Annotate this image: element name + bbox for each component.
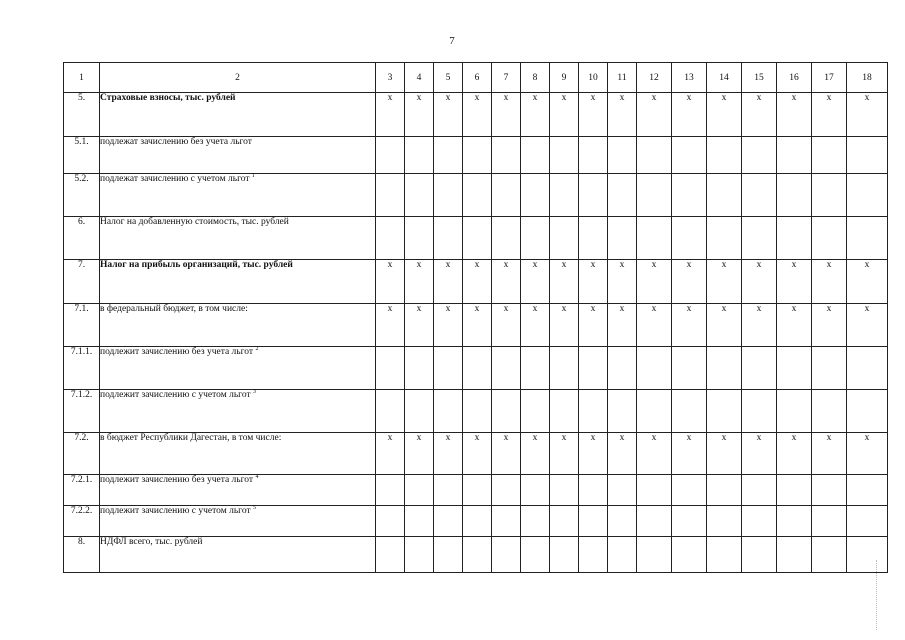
empty-cell bbox=[812, 506, 847, 537]
row-label bbox=[100, 174, 376, 217]
empty-cell bbox=[608, 137, 637, 174]
empty-cell bbox=[637, 137, 672, 174]
row-label-text: подлежит зачислению без учета льгот bbox=[100, 475, 254, 485]
empty-cell bbox=[405, 475, 434, 506]
empty-cell bbox=[672, 347, 707, 390]
empty-cell bbox=[550, 506, 579, 537]
empty-cell bbox=[672, 506, 707, 537]
x-mark-cell: x bbox=[550, 433, 579, 475]
empty-cell bbox=[707, 475, 742, 506]
table-row bbox=[64, 347, 888, 390]
row-label-text: подлежат зачислению без учета льгот bbox=[100, 137, 252, 147]
empty-cell bbox=[777, 174, 812, 217]
empty-cell bbox=[463, 137, 492, 174]
empty-cell bbox=[434, 217, 463, 260]
column-header: 2 bbox=[100, 63, 376, 93]
row-label-text: Страховые взносы, тыс. рублей bbox=[100, 93, 236, 103]
column-header: 5 bbox=[434, 63, 463, 93]
row-label-text: Налог на прибыль организаций, тыс. рублей bbox=[100, 260, 293, 270]
x-mark-cell: x bbox=[707, 304, 742, 347]
row-number: 5.1. bbox=[64, 137, 100, 174]
empty-cell bbox=[742, 174, 777, 217]
empty-cell bbox=[376, 390, 405, 433]
row-label bbox=[100, 137, 376, 174]
empty-cell bbox=[847, 217, 888, 260]
empty-cell bbox=[672, 390, 707, 433]
empty-cell bbox=[405, 217, 434, 260]
x-mark-cell: x bbox=[672, 433, 707, 475]
x-mark-cell: x bbox=[707, 433, 742, 475]
x-mark-cell: x bbox=[463, 93, 492, 137]
empty-cell bbox=[463, 390, 492, 433]
empty-cell bbox=[492, 347, 521, 390]
empty-cell bbox=[550, 390, 579, 433]
x-mark-cell: x bbox=[550, 260, 579, 304]
column-header: 8 bbox=[521, 63, 550, 93]
empty-cell bbox=[550, 174, 579, 217]
x-mark-cell: x bbox=[405, 304, 434, 347]
empty-cell bbox=[492, 475, 521, 506]
form-table bbox=[63, 62, 888, 573]
empty-cell bbox=[742, 137, 777, 174]
empty-cell bbox=[637, 390, 672, 433]
x-mark-cell: x bbox=[742, 433, 777, 475]
empty-cell bbox=[434, 390, 463, 433]
empty-cell bbox=[672, 174, 707, 217]
table-row bbox=[64, 217, 888, 260]
x-mark-cell: x bbox=[608, 93, 637, 137]
header-row bbox=[64, 63, 888, 93]
row-number: 7.1.2. bbox=[64, 390, 100, 433]
empty-cell bbox=[707, 347, 742, 390]
row-label bbox=[100, 433, 376, 475]
empty-cell bbox=[707, 506, 742, 537]
x-mark-cell: x bbox=[405, 433, 434, 475]
empty-cell bbox=[812, 537, 847, 573]
empty-cell bbox=[492, 390, 521, 433]
empty-cell bbox=[405, 137, 434, 174]
empty-cell bbox=[777, 475, 812, 506]
empty-cell bbox=[608, 390, 637, 433]
empty-cell bbox=[550, 537, 579, 573]
x-mark-cell: x bbox=[847, 304, 888, 347]
empty-cell bbox=[608, 537, 637, 573]
empty-cell bbox=[812, 390, 847, 433]
empty-cell bbox=[550, 137, 579, 174]
empty-cell bbox=[847, 347, 888, 390]
row-number: 5.2. bbox=[64, 174, 100, 217]
x-mark-cell: x bbox=[521, 433, 550, 475]
empty-cell bbox=[463, 174, 492, 217]
x-mark-cell: x bbox=[637, 304, 672, 347]
x-mark-cell: x bbox=[847, 93, 888, 137]
empty-cell bbox=[579, 174, 608, 217]
x-mark-cell: x bbox=[777, 93, 812, 137]
empty-cell bbox=[777, 537, 812, 573]
empty-cell bbox=[376, 217, 405, 260]
empty-cell bbox=[521, 506, 550, 537]
row-label-text: подлежат зачислению с учетом льгот bbox=[100, 174, 250, 184]
x-mark-cell: x bbox=[492, 433, 521, 475]
footnote-mark: 1 bbox=[251, 172, 255, 179]
x-mark-cell: x bbox=[521, 93, 550, 137]
x-mark-cell: x bbox=[376, 433, 405, 475]
footnote-mark: 2 bbox=[255, 345, 259, 352]
x-mark-cell: x bbox=[812, 93, 847, 137]
empty-cell bbox=[521, 475, 550, 506]
empty-cell bbox=[579, 506, 608, 537]
row-number: 7.2.1. bbox=[64, 475, 100, 506]
x-mark-cell: x bbox=[405, 260, 434, 304]
empty-cell bbox=[777, 137, 812, 174]
empty-cell bbox=[608, 475, 637, 506]
empty-cell bbox=[812, 137, 847, 174]
x-mark-cell: x bbox=[376, 93, 405, 137]
x-mark-cell: x bbox=[492, 260, 521, 304]
empty-cell bbox=[579, 390, 608, 433]
empty-cell bbox=[492, 537, 521, 573]
x-mark-cell: x bbox=[550, 304, 579, 347]
x-mark-cell: x bbox=[777, 304, 812, 347]
row-label-text: НДФЛ всего, тыс. рублей bbox=[100, 537, 203, 547]
x-mark-cell: x bbox=[608, 304, 637, 347]
empty-cell bbox=[777, 506, 812, 537]
x-mark-cell: x bbox=[434, 93, 463, 137]
empty-cell bbox=[777, 390, 812, 433]
x-mark-cell: x bbox=[492, 93, 521, 137]
x-mark-cell: x bbox=[777, 433, 812, 475]
x-mark-cell: x bbox=[608, 433, 637, 475]
empty-cell bbox=[672, 217, 707, 260]
row-label-text: подлежит зачислению без учета льгот bbox=[100, 347, 254, 357]
empty-cell bbox=[742, 390, 777, 433]
column-header: 9 bbox=[550, 63, 579, 93]
x-mark-cell: x bbox=[463, 304, 492, 347]
scan-edge-dots bbox=[876, 560, 879, 630]
empty-cell bbox=[434, 537, 463, 573]
footnote-mark: 3 bbox=[253, 388, 256, 395]
empty-cell bbox=[463, 537, 492, 573]
x-mark-cell: x bbox=[608, 260, 637, 304]
empty-cell bbox=[847, 390, 888, 433]
table-row bbox=[64, 433, 888, 475]
x-mark-cell: x bbox=[521, 260, 550, 304]
empty-cell bbox=[812, 174, 847, 217]
empty-cell bbox=[405, 537, 434, 573]
row-label-text: подлежит зачислению с учетом льгот bbox=[100, 390, 251, 400]
table-row bbox=[64, 390, 888, 433]
column-header: 11 bbox=[608, 63, 637, 93]
column-header: 14 bbox=[707, 63, 742, 93]
empty-cell bbox=[742, 506, 777, 537]
empty-cell bbox=[463, 217, 492, 260]
x-mark-cell: x bbox=[579, 260, 608, 304]
x-mark-cell: x bbox=[812, 304, 847, 347]
empty-cell bbox=[742, 475, 777, 506]
x-mark-cell: x bbox=[742, 93, 777, 137]
footnote-mark: 5 bbox=[253, 504, 256, 511]
empty-cell bbox=[376, 347, 405, 390]
page-number: 7 bbox=[449, 35, 455, 47]
empty-cell bbox=[847, 537, 888, 573]
x-mark-cell: x bbox=[672, 260, 707, 304]
empty-cell bbox=[376, 537, 405, 573]
table-row bbox=[64, 137, 888, 174]
empty-cell bbox=[550, 217, 579, 260]
row-label bbox=[100, 217, 376, 260]
x-mark-cell: x bbox=[672, 304, 707, 347]
row-label-text: в бюджет Республики Дагестан, в том числе: bbox=[100, 433, 282, 443]
empty-cell bbox=[847, 137, 888, 174]
x-mark-cell: x bbox=[742, 260, 777, 304]
empty-cell bbox=[672, 475, 707, 506]
empty-cell bbox=[463, 506, 492, 537]
empty-cell bbox=[376, 506, 405, 537]
table-row bbox=[64, 304, 888, 347]
empty-cell bbox=[521, 537, 550, 573]
row-number: 5. bbox=[64, 93, 100, 137]
x-mark-cell: x bbox=[672, 93, 707, 137]
empty-cell bbox=[672, 137, 707, 174]
empty-cell bbox=[672, 537, 707, 573]
row-label bbox=[100, 260, 376, 304]
empty-cell bbox=[376, 475, 405, 506]
row-number: 7.2.2. bbox=[64, 506, 100, 537]
column-header: 12 bbox=[637, 63, 672, 93]
column-header: 13 bbox=[672, 63, 707, 93]
column-header: 1 bbox=[64, 63, 100, 93]
empty-cell bbox=[376, 174, 405, 217]
empty-cell bbox=[608, 506, 637, 537]
empty-cell bbox=[492, 506, 521, 537]
empty-cell bbox=[742, 537, 777, 573]
row-label bbox=[100, 304, 376, 347]
empty-cell bbox=[492, 217, 521, 260]
empty-cell bbox=[579, 475, 608, 506]
empty-cell bbox=[579, 217, 608, 260]
empty-cell bbox=[812, 347, 847, 390]
empty-cell bbox=[777, 347, 812, 390]
empty-cell bbox=[637, 174, 672, 217]
row-number: 7.1.1. bbox=[64, 347, 100, 390]
empty-cell bbox=[434, 174, 463, 217]
empty-cell bbox=[521, 390, 550, 433]
x-mark-cell: x bbox=[579, 93, 608, 137]
empty-cell bbox=[707, 537, 742, 573]
empty-cell bbox=[579, 137, 608, 174]
row-label-text: Налог на добавленную стоимость, тыс. рублей bbox=[100, 217, 289, 227]
empty-cell bbox=[550, 347, 579, 390]
x-mark-cell: x bbox=[521, 304, 550, 347]
x-mark-cell: x bbox=[847, 433, 888, 475]
empty-cell bbox=[707, 217, 742, 260]
empty-cell bbox=[405, 174, 434, 217]
empty-cell bbox=[812, 475, 847, 506]
empty-cell bbox=[521, 217, 550, 260]
empty-cell bbox=[608, 217, 637, 260]
x-mark-cell: x bbox=[492, 304, 521, 347]
x-mark-cell: x bbox=[463, 260, 492, 304]
empty-cell bbox=[405, 347, 434, 390]
empty-cell bbox=[777, 217, 812, 260]
x-mark-cell: x bbox=[579, 304, 608, 347]
empty-cell bbox=[637, 475, 672, 506]
empty-cell bbox=[405, 506, 434, 537]
empty-cell bbox=[707, 390, 742, 433]
empty-cell bbox=[376, 137, 405, 174]
row-label bbox=[100, 93, 376, 137]
empty-cell bbox=[434, 347, 463, 390]
row-number: 8. bbox=[64, 537, 100, 573]
column-header: 15 bbox=[742, 63, 777, 93]
column-header: 10 bbox=[579, 63, 608, 93]
table-row bbox=[64, 260, 888, 304]
x-mark-cell: x bbox=[376, 260, 405, 304]
empty-cell bbox=[707, 137, 742, 174]
empty-cell bbox=[637, 217, 672, 260]
table-row bbox=[64, 174, 888, 217]
x-mark-cell: x bbox=[707, 93, 742, 137]
x-mark-cell: x bbox=[777, 260, 812, 304]
x-mark-cell: x bbox=[707, 260, 742, 304]
column-header: 4 bbox=[405, 63, 434, 93]
x-mark-cell: x bbox=[637, 433, 672, 475]
x-mark-cell: x bbox=[742, 304, 777, 347]
x-mark-cell: x bbox=[812, 260, 847, 304]
empty-cell bbox=[521, 347, 550, 390]
empty-cell bbox=[847, 174, 888, 217]
column-header: 6 bbox=[463, 63, 492, 93]
table-row bbox=[64, 93, 888, 137]
row-number: 7. bbox=[64, 260, 100, 304]
x-mark-cell: x bbox=[434, 433, 463, 475]
x-mark-cell: x bbox=[579, 433, 608, 475]
empty-cell bbox=[579, 537, 608, 573]
empty-cell bbox=[434, 475, 463, 506]
x-mark-cell: x bbox=[434, 260, 463, 304]
empty-cell bbox=[521, 137, 550, 174]
x-mark-cell: x bbox=[812, 433, 847, 475]
table-row bbox=[64, 537, 888, 573]
empty-cell bbox=[637, 506, 672, 537]
empty-cell bbox=[492, 137, 521, 174]
empty-cell bbox=[521, 174, 550, 217]
column-header: 3 bbox=[376, 63, 405, 93]
row-label bbox=[100, 390, 376, 433]
empty-cell bbox=[492, 174, 521, 217]
row-number: 6. bbox=[64, 217, 100, 260]
row-label-text: в федеральный бюджет, в том числе: bbox=[100, 304, 248, 314]
empty-cell bbox=[742, 347, 777, 390]
empty-cell bbox=[847, 506, 888, 537]
empty-cell bbox=[742, 217, 777, 260]
empty-cell bbox=[637, 537, 672, 573]
table-row bbox=[64, 506, 888, 537]
column-header: 17 bbox=[812, 63, 847, 93]
empty-cell bbox=[812, 217, 847, 260]
empty-cell bbox=[608, 347, 637, 390]
column-header: 18 bbox=[847, 63, 888, 93]
empty-cell bbox=[579, 347, 608, 390]
empty-cell bbox=[434, 137, 463, 174]
x-mark-cell: x bbox=[405, 93, 434, 137]
row-label bbox=[100, 506, 376, 537]
empty-cell bbox=[608, 174, 637, 217]
row-label bbox=[100, 347, 376, 390]
empty-cell bbox=[637, 347, 672, 390]
x-mark-cell: x bbox=[376, 304, 405, 347]
column-header: 7 bbox=[492, 63, 521, 93]
x-mark-cell: x bbox=[463, 433, 492, 475]
row-number: 7.1. bbox=[64, 304, 100, 347]
x-mark-cell: x bbox=[637, 260, 672, 304]
empty-cell bbox=[707, 174, 742, 217]
empty-cell bbox=[847, 475, 888, 506]
empty-cell bbox=[463, 347, 492, 390]
empty-cell bbox=[434, 506, 463, 537]
x-mark-cell: x bbox=[847, 260, 888, 304]
table-row bbox=[64, 475, 888, 506]
x-mark-cell: x bbox=[637, 93, 672, 137]
empty-cell bbox=[463, 475, 492, 506]
row-label bbox=[100, 537, 376, 573]
x-mark-cell: x bbox=[434, 304, 463, 347]
x-mark-cell: x bbox=[550, 93, 579, 137]
row-label-text: подлежит зачислению с учетом льгот bbox=[100, 506, 251, 516]
row-number: 7.2. bbox=[64, 433, 100, 475]
column-header: 16 bbox=[777, 63, 812, 93]
row-label bbox=[100, 475, 376, 506]
empty-cell bbox=[550, 475, 579, 506]
empty-cell bbox=[405, 390, 434, 433]
footnote-mark: 4 bbox=[255, 473, 259, 480]
